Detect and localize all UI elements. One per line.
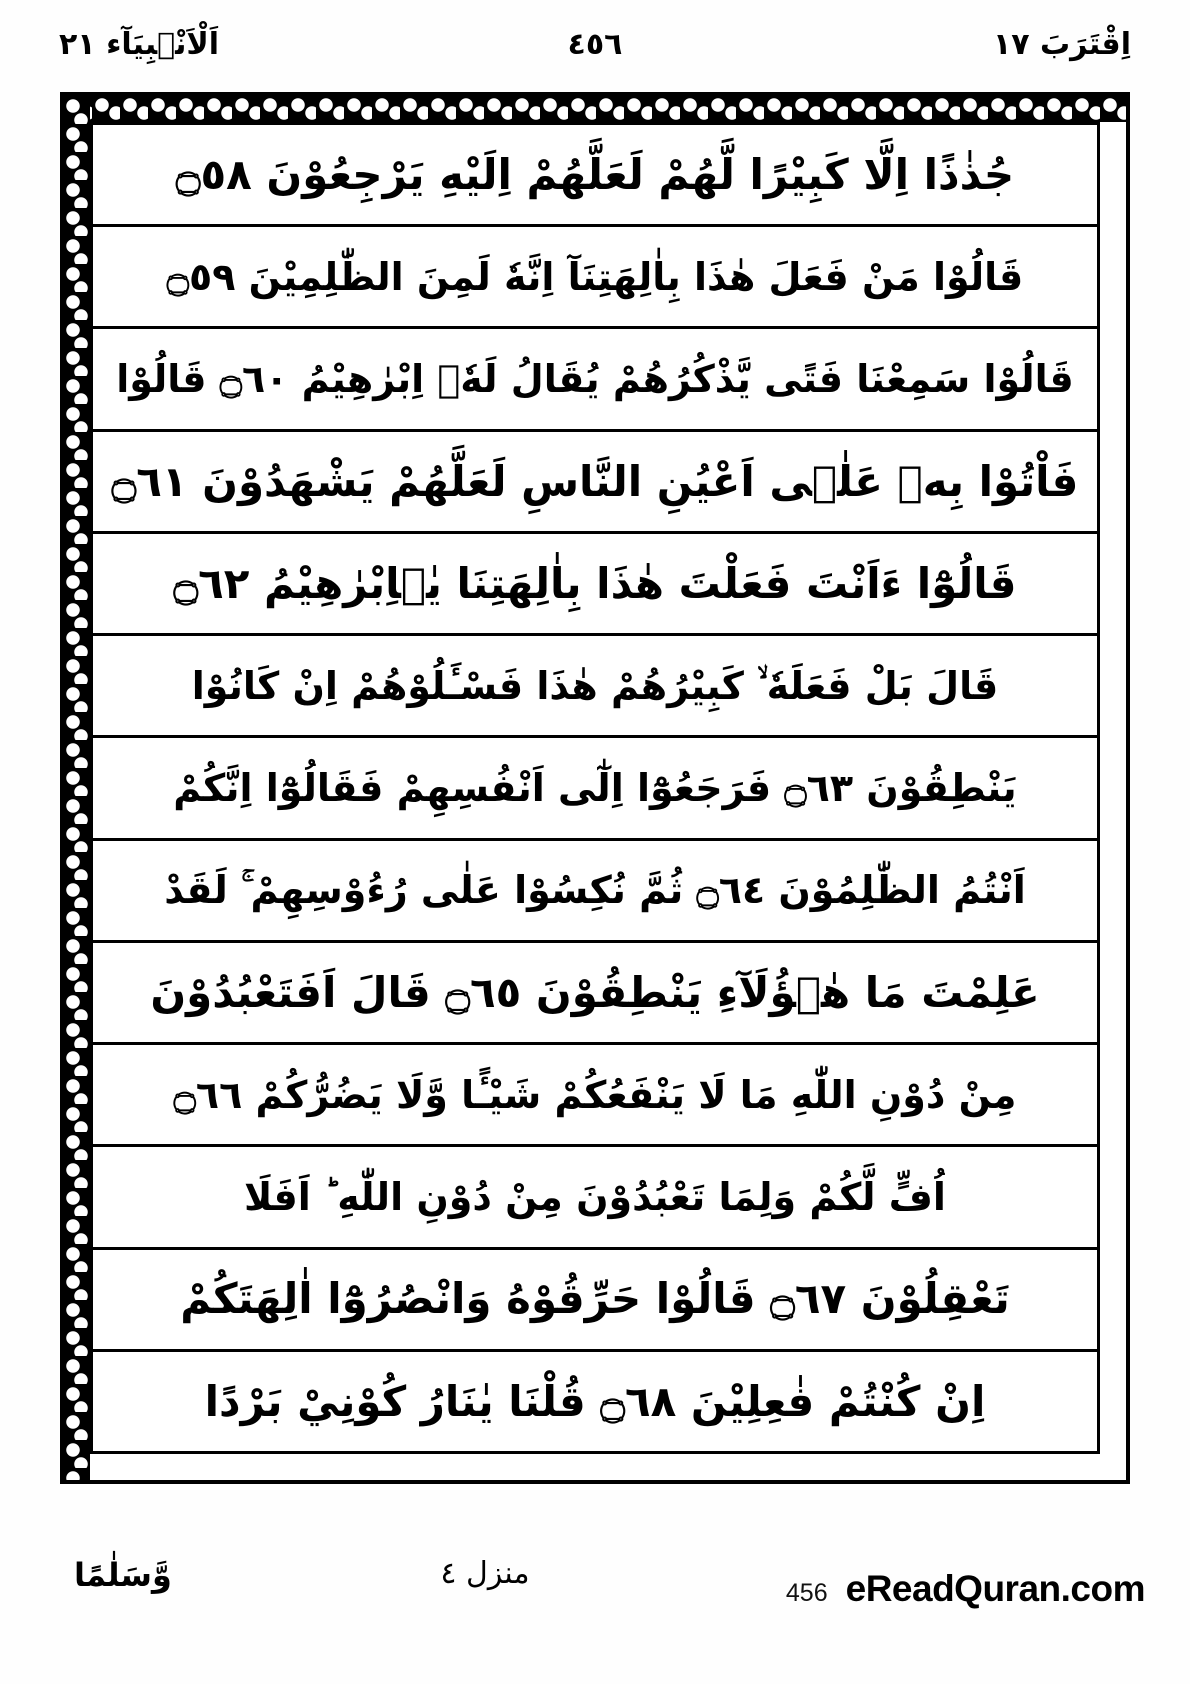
ayah-line-text: قَالُوْا مَنْ فَعَلَ هٰذَا بِاٰلِهَتِنَآ اِنَّهٗ لَمِنَ الظّٰلِمِيْنَ ۝٥٩ — [166, 254, 1024, 299]
ayah-line[interactable] — [93, 1352, 1097, 1451]
ayah-line[interactable] — [93, 1250, 1097, 1352]
ayah-line-text: فَاْتُوْا بِهٖ عَلٰۤى اَعْيُنِ النَّاسِ لَعَلَّهُمْ يَشْهَدُوْنَ ۝٦١ — [111, 456, 1079, 506]
juz-name: اِقْتَرَبَ ١٧ — [992, 27, 1131, 62]
border-ornament-left-icon — [64, 96, 90, 1480]
manzil-label: منزل ٤ — [440, 1556, 530, 1591]
decorative-border-frame — [60, 92, 1130, 1484]
ayah-line[interactable] — [93, 841, 1097, 943]
ayah-line-text: مِنْ دُوْنِ اللّٰهِ مَا لَا يَنْفَعُكُمْ شَيْـًٔا وَّلَا يَضُرُّكُمْ ۝٦٦ — [173, 1072, 1017, 1117]
ayah-line-text: قَالُوْا سَمِعْنَا فَتًى يَّذْكُرُهُمْ يُقَالُ لَهٗۤ اِبْرٰهِيْمُ ۝٦٠ قَالُوْا — [116, 357, 1074, 401]
ayah-line[interactable] — [93, 1147, 1097, 1249]
brand-link[interactable]: eReadQuran.com — [845, 1568, 1145, 1609]
ayah-line[interactable] — [93, 227, 1097, 329]
border-ornament-bottom-icon — [64, 96, 1126, 122]
page-number-arabic: ٤٥٦ — [567, 27, 623, 62]
footer-brand-group — [786, 1568, 1145, 1610]
ayah-line-text: قَالَ بَلْ فَعَلَهٗ ۙ كَبِيْرُهُمْ هٰذَا فَسْـَٔلُوْهُمْ اِنْ كَانُوْا — [191, 663, 999, 708]
catchword: وَّسَلٰمًا — [74, 1556, 172, 1594]
ayah-line[interactable] — [93, 1045, 1097, 1147]
page-header — [55, 26, 1135, 88]
ayah-line-text: جُذٰذًا اِلَّا كَبِيْرًا لَّهُمْ لَعَلَّهُمْ اِلَيْهِ يَرْجِعُوْنَ ۝٥٨ — [175, 149, 1015, 199]
ayah-line-text: تَعْقِلُوْنَ ۝٦٧ قَالُوْا حَرِّقُوْهُ وَانْصُرُوْٓا اٰلِهَتَكُمْ — [180, 1274, 1010, 1324]
ayah-line-text: اُفٍّ لَّكُمْ وَلِمَا تَعْبُدُوْنَ مِنْ دُوْنِ اللّٰهِ ؕ اَفَلَا — [244, 1174, 946, 1219]
ayah-line[interactable] — [93, 943, 1097, 1045]
ayah-line[interactable] — [93, 125, 1097, 227]
ayah-line-text: قَالُوْٓا ءَاَنْتَ فَعَلْتَ هٰذَا بِاٰلِهَتِنَا يٰۤاِبْرٰهِيْمُ ۝٦٢ — [173, 558, 1017, 608]
ayah-line[interactable] — [93, 636, 1097, 738]
page-footer — [60, 1556, 1145, 1656]
ayah-line[interactable] — [93, 432, 1097, 534]
ayah-line[interactable] — [93, 534, 1097, 636]
surah-name: اَلْاَنْۢبِيَآء ٢١ — [59, 27, 220, 62]
ayah-line-text: اَنْتُمُ الظّٰلِمُوْنَ ۝٦٤ ثُمَّ نُكِسُوْا عَلٰى رُءُوْسِهِمْ ۚ لَقَدْ — [164, 868, 1026, 913]
ayah-line[interactable] — [93, 738, 1097, 840]
ayah-line[interactable] — [93, 329, 1097, 431]
border-ornament-top-icon — [64, 96, 1126, 122]
ayah-line-text: يَنْطِقُوْنَ ۝٦٣ فَرَجَعُوْٓا اِلٰٓى اَنْفُسِهِمْ فَقَالُوْٓا اِنَّكُمْ — [173, 765, 1017, 810]
text-block — [90, 122, 1100, 1454]
page-number-latin: 456 — [785, 1579, 828, 1607]
ayah-line-text: عَلِمْتَ مَا هٰۤؤُلَآءِ يَنْطِقُوْنَ ۝٦٥ قَالَ اَفَتَعْبُدُوْنَ — [150, 967, 1040, 1017]
border-ornament-right-icon — [64, 96, 90, 1480]
ayah-line-text: اِنْ كُنْتُمْ فٰعِلِيْنَ ۝٦٨ قُلْنَا يٰنَارُ كُوْنِيْ بَرْدًا — [204, 1376, 986, 1426]
